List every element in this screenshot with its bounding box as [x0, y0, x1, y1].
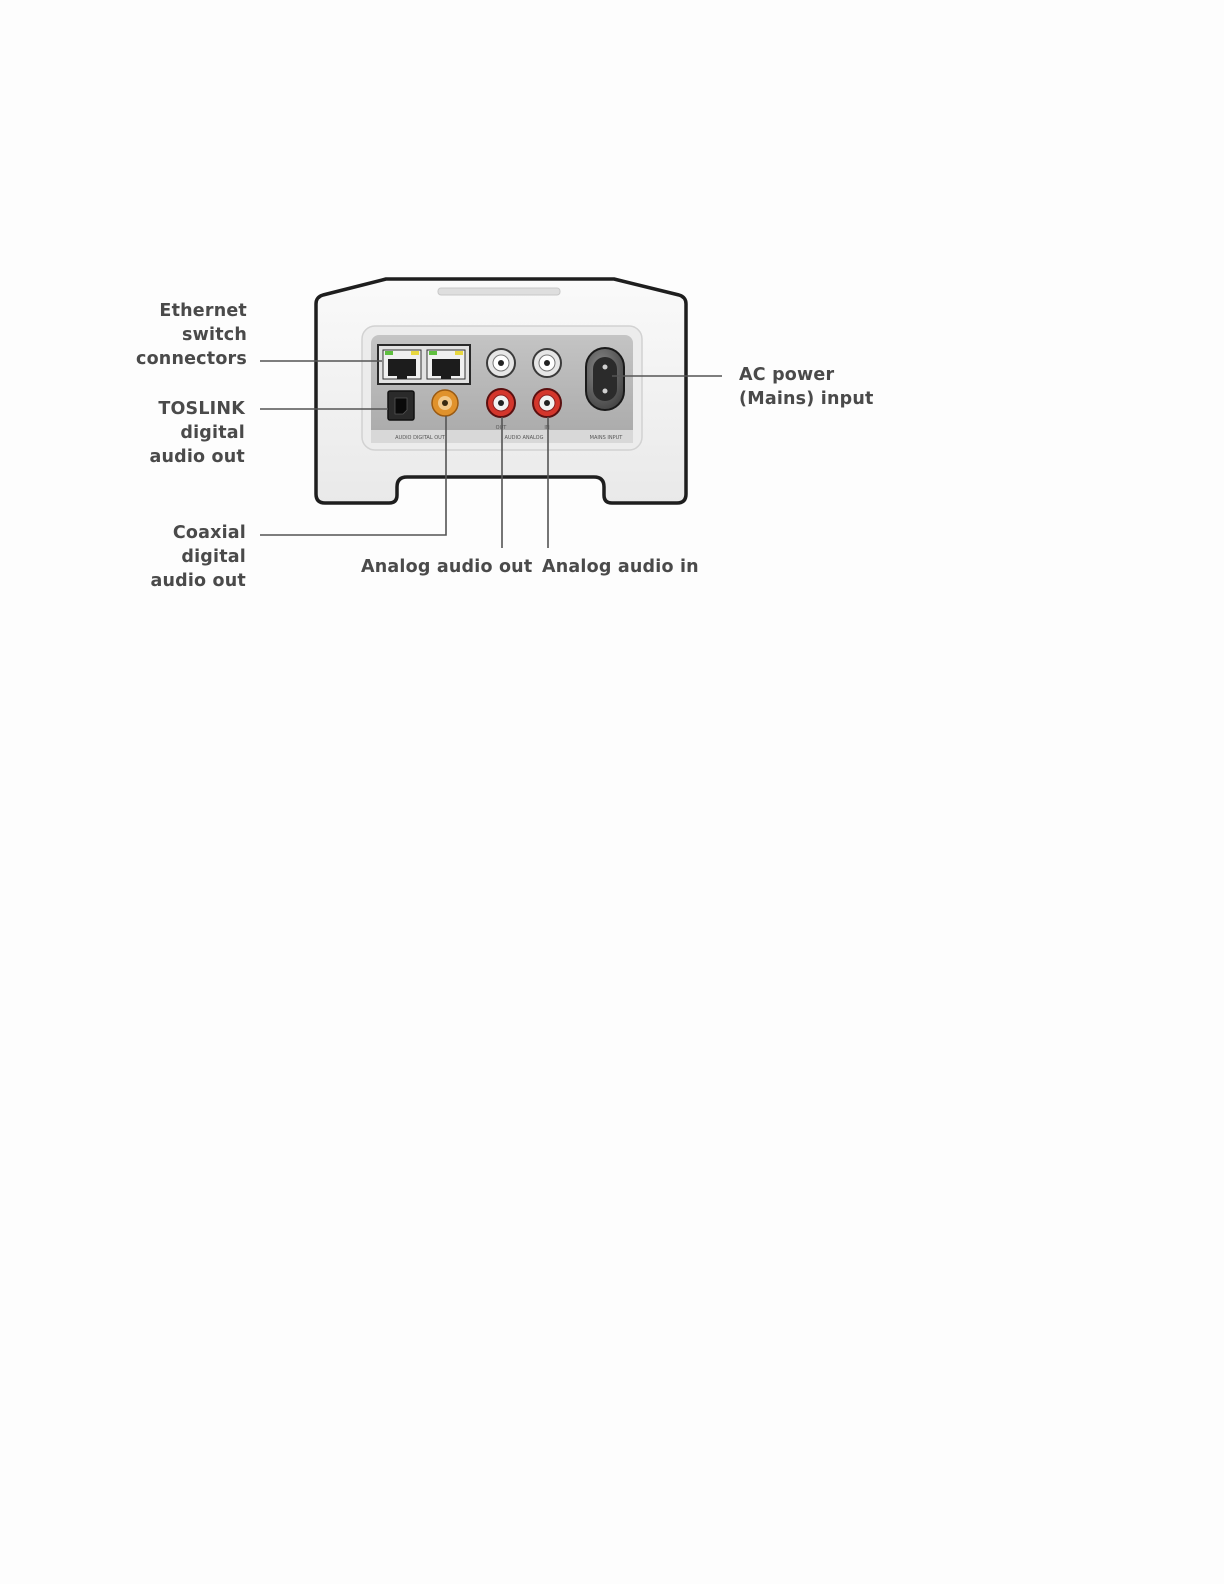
- panel-label-audio-digital-out: AUDIO DIGITAL OUT: [395, 435, 445, 441]
- coaxial-port: [432, 390, 458, 416]
- ethernet-port-2: [427, 350, 465, 379]
- ethernet-ports: [378, 345, 470, 384]
- panel-label-out: OUT: [495, 425, 507, 431]
- callout-coaxial-line-1: Coaxial: [172, 523, 246, 543]
- callout-ethernet-line-2: switch: [182, 325, 247, 345]
- ethernet-port-1: [383, 350, 421, 379]
- callout-ac-power-mains-input: [739, 363, 874, 411]
- callout-analog-audio-out: Analog audio out: [361, 557, 533, 577]
- callout-toslink-line-1: TOSLINK: [158, 399, 245, 419]
- callout-coaxial-line-3: audio out: [150, 571, 246, 591]
- ac-power-inlet: [586, 348, 624, 410]
- panel-label-mains-input: MAINS INPUT: [589, 435, 623, 441]
- callout-ethernet-line-1: Ethernet: [159, 301, 247, 321]
- callout-ethernet-line-3: connectors: [136, 349, 247, 369]
- callout-toslink-digital-audio-out: [120, 397, 245, 469]
- callout-ac-power-line-1: AC power: [739, 365, 835, 385]
- callout-toslink-line-3: audio out: [149, 447, 245, 467]
- callout-ethernet-switch-connectors: [120, 299, 247, 371]
- callout-toslink-line-2: digital: [180, 423, 245, 443]
- callout-analog-audio-in: Analog audio in: [542, 557, 699, 577]
- panel-label-in: IN: [544, 425, 550, 431]
- callout-ac-power-line-2: (Mains) input: [739, 389, 874, 409]
- callout-coaxial-digital-audio-out: [120, 521, 246, 593]
- panel-label-audio-analog: AUDIO ANALOG: [504, 435, 544, 441]
- toslink-port: [388, 391, 414, 420]
- callout-coaxial-line-2: digital: [181, 547, 246, 567]
